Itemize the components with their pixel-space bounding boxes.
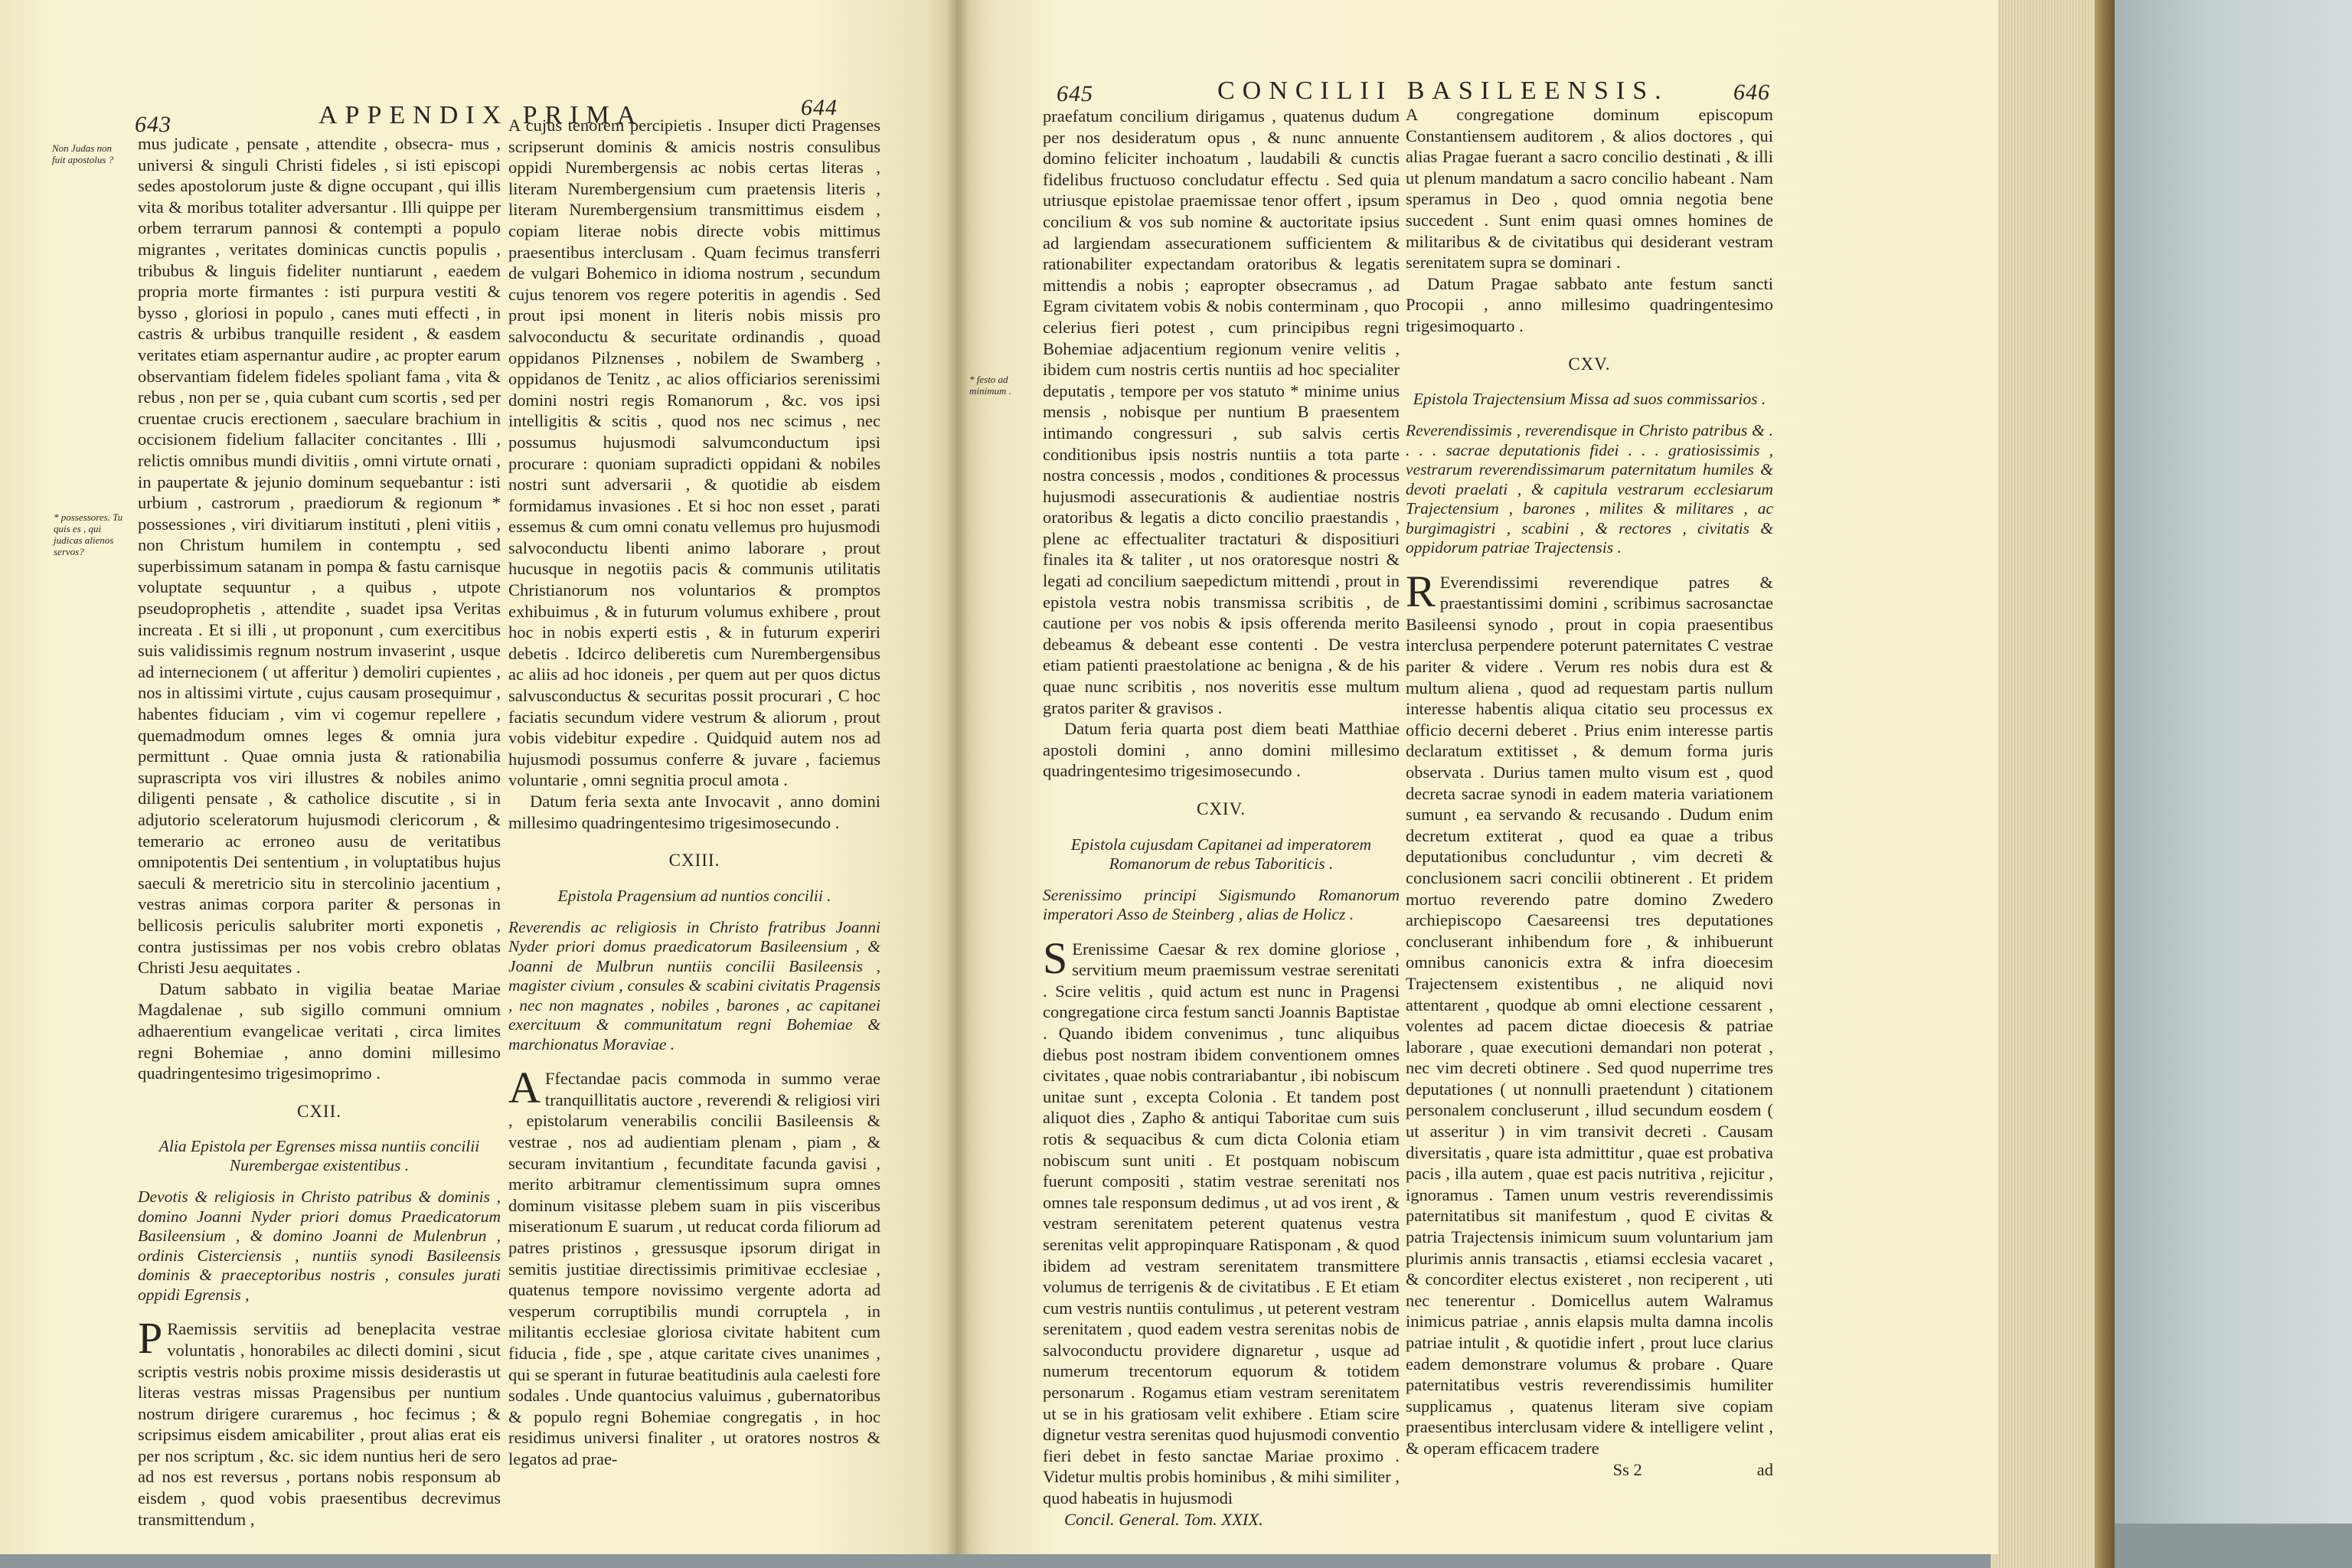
running-head-right: CONCILII BASILEENSIS. xyxy=(1217,77,1669,105)
letter-rubric-cxiv: Epistola cujusdam Capitanei ad imperatorem Romanorum de rebus Taboriticis . xyxy=(1070,835,1372,873)
left-column-2 xyxy=(508,115,880,1470)
paragraph: A congregatione dominum episcopum Constantiensem auditorem , & alios doctores , qui alias Pragae fuerant a sacro concilio destinati , & illi ut plenum mandatum a sacro concilio habeant . Nam speramus in Deo , quod omnia negotia bene succedent . Sunt enim quasi omnes homines de militaribus & de civitatibus qui desiderant vestram serenitatem supra se dominari . xyxy=(1406,105,1773,273)
letter-number-cxiv: CXIV. xyxy=(1196,799,1246,818)
letter-body-cxiii xyxy=(508,1063,880,1469)
page-number-644: 644 xyxy=(801,95,838,120)
drop-cap: A xyxy=(508,1063,541,1113)
letter-rubric-cxiii: Epistola Pragensium ad nuntios concilii . xyxy=(557,886,831,905)
letter-text: Everendissimi reverendique patres & praestantissimi domini , scribimus sacrosanctae Basileensi synodo , prout in copia praesentibus interclusa perpendere poterunt paternitates C vestrae pariter & videre . Verum res nobis dura est & multum aliena , quod ad requestam partis nullum interesse habentis aliqua citatio seu processus ex officio decerni deberet . Prius enim interesse partis declaratum extitisset , & demum forma juris observata . Durius tamen multo visum est , quod decreta sacrae synodi in eadem materia variationem sumunt , ea servando & recusando . Dudum enim decretum extiterat , quod ea quae a tribus deputationibus concluduntur , vim decreti & conclusionem sacri concilii obtinerent . Et pridem mortuo reverendo patre domino Zwedero archiepiscopo Caesareensi tres deputationes concluserant inhibendum fore , & inhibuerunt omnibus canonicis extra & infra dioecesim Trajectensem existentibus , ne aliquid novi attentarent , quodque ab omni electione cessarent , volentes ad pacem dictae dioecesis & patriae laborare , quae executioni demandari non poterat , nec vim decreti obtinere . Sed quod nuperrime tres deputationes ( ut nonnulli praetendunt ) citationem personalem concluserunt , illud secundum eosdem ( ut asseritur ) in vim transivit decreti . Causam diversitatis , quare ista admittitur , quae est probativa pacis , illa autem , quae est pacis nutritiva , rejicitur , ignoramus . Tamen unum vestris reverendissimis paternitatibus sit manifestum , quod E civitas & patria Trajectensis inimicum suum voluntarium jam plurimis annis transactis , etiamsi ecclesia vacaret , & concorditer electus existeret , non reciperent , uti nec tenerentur . Domicellus autem Walramus inimicus patriae , annis elapsis multa damna incolis patriae intulit , & quotidie infert , prout luce clarius eadem demonstrare volumus & probare . Quare paternitatibus vestris reverendissimis humiliter supplicamus , quatenus literam sive copiam praesentibus interclusam videre & intelligere velint , & operam efficacem tradere xyxy=(1406,572,1773,1458)
right-page xyxy=(957,0,1998,1554)
paragraph: mus judicate , pensate , attendite , obsecra- mus , universi & singuli Christi fideles , si isti episcopi sedes apostolorum juste & digne occupant , qui illis vita & moribus totaliter adversantur . Illi quippe per orbem terrarum pannosi & contempti a populo migrantes , veritates dominicas cunctis populis , tribubus & linguis fideliter nuntiarunt , eaedem propria morte firmantes : isti purpura vestiti & bysso , gloriosi in populo , canes muti effecti , in castris & urbibus tranquille resident , & easdem veritates etiam aspernantur audire , ac propter earum observantiam fidelem fideles spoliant fama , vita & rebus , non per se , quia cubant cum scortis , sed per cruentae crucis erectionem , saeculare brachium in occisionem fidelium fallaciter concitantes . Illi , relictis omnibus mundi divitiis , omni virtute ornati , in paupertate & jejunio dominum sequebantur : isti urbium , castrorum , praediorum & regionum * possessiones , viri divitiarum instituti , pleni vitiis , non Christum humilem in contemptu , sed superbissimum satanam in pompa & fastu carnisque voluptate sequuntur , a quibus , utpote pseudoprophetis , attendite , suadet ipsa Veritas increata . Et si illi , ut proponunt , cum exercitibus suis validissimis regnum nostrum invaserint , usque ad internecionem ( ut afferitur ) demoliri cupientes , nos in altissimi virtute , cujus causam prosequimur , habentes fiduciam , vim vi cogemur repellere , quemadmodum omnes leges & omnia jura permittunt . Quae omnia justa & rationabilia suprascripta vos viri illustres & nobiles animo diligenti pensate , & catholice discutite , si in adjutorio sceleratorum hujusmodi clericorum , & temerario ac erroneo ausu de veritatibus omnipotentis Dei sententium , in voluptatibus hujus saeculi & meretricio situ in stercolinio jacentium , vestras animas corpora pariter & personas in bellicosis periculis salubriter morti exponetis , contra justissimas per nos vobis crebro oblatas Christi Jesu aequitates . xyxy=(138,134,501,978)
page-number-646: 646 xyxy=(1733,80,1770,105)
letter-body-cxv xyxy=(1406,566,1773,1459)
book-gutter xyxy=(946,0,969,1554)
letter-address-cxii: Devotis & religiosis in Christo patribus & dominis , domino Joanni Nyder priori domus Praedicatorum Basileensium , & domino Joanni de Mulenbrun , ordinis Cisterciensis , nuntiis synodi Basileensis dominis & praeceptoribus nostris , consules jurati oppidi Egrensis , xyxy=(138,1187,501,1304)
margin-note-judas: Non Judas non fuit apostolus ? xyxy=(52,142,114,165)
paragraph: praefatum concilium dirigamus , quatenus dudum per nos desideratum opus , & nunc annuente domino feliciter inchoatum , laudabili & cunctis fidelibus fructuoso concludatur effectu . Sed quia utriusque epistolae praemissae tenor offert , ipsum concilium & vos sub nomine & auctoritate ipsius ad largiendam assecurationem sufficientem & rationabiliter expectandam oratoribus & legatis mittendis a nobis ; eapropter obsecramus , ad Egram civitatem vobis & nobis conterminam , quo celerius fieri potest , cum principibus regni Bohemiae adjacentium regionum venire velitis , ibidem cum nostris certis nuntiis ad hoc specialiter deputatis , tempore per vos statuto * minime unius mensis , nobisque per nuntium B praesentem intimando congressuri , sub salvis certis conditionibus ipsis nostris nuntiis a tota parte nostra concessis , modos , conditiones & processus hujusmodi assecurationis & audientiae nostris oratoribus & legatis a dicto concilio praestandis , plene ac effectualiter tractaturi & dispositiuri finales ita & taliter , ut nos oratoresque nostri & legati ad concilium saepedictum mittendi , prout in epistola vestra nobis transmissa scribitis , de cautione per vos nobis & ipsis offerenda merito debeamus & debeant esse contenti . De vestra etiam patienti praestolatione ac benigna , & de his quae nunc scribitis , nos noveritis esse multum gratos pariter & gravisos . xyxy=(1043,106,1400,717)
letter-number-cxiii: CXIII. xyxy=(668,851,720,871)
letter-body-cxii xyxy=(138,1313,501,1530)
date-paragraph: Datum Pragae sabbato ante festum sancti Procopii , anno millesimo quadringentesimo trigesimoquarto . xyxy=(1406,273,1773,335)
letter-address-cxiii: Reverendis ac religiosis in Christo fratribus Joanni Nyder priori domus praedicatorum Basileensium , & Joanni de Mulbrun nuntiis concilii Basileensis , magister civium , consules & scabini civitatis Pragensis , nec non magnates , nobiles , barones , ac capitanei exercituum & communitatum regni Bohemiae & marchionatus Moraviae . xyxy=(508,917,880,1054)
margin-note-possessores: * possessores. Tu quis es , qui judicas alienos servos? xyxy=(54,511,123,557)
page-signature-line xyxy=(1406,1459,1773,1481)
letter-address-cxv: Reverendissimis , reverendisque in Christo patribus & . . . . sacrae deputationis fidei . . . gratiosissimis , vestrarum reverendissimarum paternitatum humiles & devoti praelati , & capitula vestrarum ecclesiarum Trajectensium , barones , milites & militares , ac burgimagistri , scabini , & rectores , civitatis & oppidorum patriae Trajectensis . xyxy=(1406,421,1773,557)
margin-note-festo: * festo ad minimum . xyxy=(969,374,1011,397)
left-column-1 xyxy=(138,133,501,1530)
book-cover-edge xyxy=(2095,0,2115,1568)
letter-text: Raemissis servitiis ad beneplacita vestrae voluntatis , honorabiles ac dilecti domini , sicut scriptis vestris nobis proxime missis desiderastis ut literas vestras missas Pragensibus per nuntium nostrum dirigere curaremus , hoc fecimus ; & scripsimus eisdem amicabiliter , prout alias erat eis per nos scriptum , &c. sic idem nuntius heri de sero ad nos est reversus , portans nobis responsum ab eisdem , quod vobis praesentibus decrevimus transmittendum , xyxy=(138,1319,501,1529)
letter-number-cxii: CXII. xyxy=(296,1101,342,1121)
letter-rubric-cxii: Alia Epistola per Egrenses missa nuntiis concilii Nurembergae existentibus . xyxy=(158,1137,480,1175)
signature-mark: Ss 2 xyxy=(1612,1459,1642,1479)
letter-number-cxv: CXV. xyxy=(1568,354,1611,374)
date-paragraph: Datum feria quarta post diem beati Matthiae apostoli domini , anno domini millesimo quadringentesimo trigesimosecundo . xyxy=(1043,719,1400,781)
letter-address-cxiv: Serenissimo principi Sigismundo Romanorum imperatori Asso de Steinberg , alias de Holicz . xyxy=(1043,885,1400,924)
letter-rubric-cxv: Epistola Trajectensium Missa ad suos commissarios . xyxy=(1413,390,1766,409)
right-column-1 xyxy=(1043,106,1400,1530)
date-paragraph: Datum sabbato in vigilia beatae Mariae Magdalenae , sub sigillo communi omnium adhaerentium evangelicae veritati , circa limites regni Bohemiae , anno domini millesimo quadringentesimo trigesimoprimo . xyxy=(138,978,501,1083)
drop-cap: P xyxy=(138,1313,163,1364)
left-page xyxy=(0,0,957,1554)
letter-text: Erenissime Caesar & rex domine gloriose , servitium meum praemissum vestrae serenitati . Scire velitis , quid actum est nunc in Pragensi congregatione circa festum sancti Joannis Baptistae . Quando ibidem convenimus , tunc aliquibus diebus post nostram ibidem conventionem omnes civitates , quae nobis contrariabantur , ibi nobiscum unitae sunt , excepta Colonia . Et tandem post aliquot dies , Zapho & antiqui Taboritae cum suis rotis & sequacibus & cum dicta Colonia etiam nobiscum sunt uniti . Et postquam nobiscum fuerunt compositi , statim vestrae serenitati nos omnes tale responsum dedimus , ut ad vos irent , & vestram serenitatem peterent quatenus vestra serenitas velit appropinquare Ratisponam , & quod ibidem ad vestram serenitatem transmittere volumus de terrigenis & de civitatibus . E Et etiam cum vestris nuntiis contulimus , ut peterent vestram serenitatem , quod eadem vestra serenitas nobis de salvoconductu providere dignaretur , usque ad numerum trecentorum equorum & totidem personarum . Rogamus etiam vestram serenitatem ut se in his gratiosam velit exhibere . Etiam scire dignetur vestra serenitas quod hujusmodi conventio fieri debet in festo sanctae Mariae proximo . Videtur multis probis hominibus , & mihi similiter , quod habeatis in hujusmodi xyxy=(1043,939,1400,1508)
letter-body-cxiv xyxy=(1043,933,1400,1509)
letter-text: Ffectandae pacis commoda in summo verae tranquillitatis auctore , reverendi & religiosi viri , epistolarum venerabilis concilii Basileensis & vestrae , nos ad audientiam plenam , piam , & securam invitantium , fecunditate facunda gavisi , merito arbitramur clementissimum supra omnes dominum visitasse plebem suam in piis visceribus miserationum E suarum , ut reducat corda filiorum ad patres pristinos , gressusque ipsorum dirigat in semitis justitiae directissimis primitivae ecclesiae , quatenus tempore novissimo vergente adorta ad vesperum corruptibilis mundi corruptela , in militantis ecclesiae gloriosa civitate habitent cum fiducia , fide , spe , atque caritate cives unanimes , qui se sperant in futurae beatitudinis aula caelesti fore sodales . Unde quantocius valuimus , gubernatoribus & populo regni Bohemiae congregatis , in hoc residimus universi finaliter , ut oratores nostros & legatos ad prae- xyxy=(508,1069,880,1468)
catchword: ad xyxy=(1756,1459,1773,1479)
page-number-645: 645 xyxy=(1057,81,1093,106)
running-head-left: APPENDIX PRIMA xyxy=(318,101,644,129)
right-column-2 xyxy=(1406,104,1773,1480)
drop-cap: R xyxy=(1406,566,1436,616)
page-number-643: 643 xyxy=(135,112,172,137)
volume-footer: Concil. General. Tom. XXIX. xyxy=(1064,1509,1263,1529)
background-right xyxy=(2113,0,2352,1568)
paragraph: A cujus tenorem percipietis . Insuper dicti Pragenses scripserunt dominis & amicis nostris consulibus oppidi Nurembergensis ac nobis certas literas , literam Nurembergensium cum praetensis literis , literam Nurembergensium transmittimus eisdem , copiam literae nobis directe vobis mittimus praesentibus interclusam . Quam fecimus transferri de vulgari Bohemico in idioma nostrum , secundum cujus tenorem vos regere poteritis in agendis . Sed prout ipsi monent in literis nobis missis pro salvoconductu & securitate ordinandis , quoad oppidanos Pilznenses , nobilem de Swamberg , oppidanos de Tenitz , ac alios officiarios serenissimi domini nostri regis Romanorum , &c. vos ipsi intelligitis & scitis , quod nos nec scimus , nec possumus hujusmodi salvumconductum ipsi procurare : quoniam supradicti oppidani & nobiles nostri sunt adversarii , & quotidie ab eisdem formidamus invasiones . Et si hoc non esset , parati essemus & cum omni conatu vellemus pro hujusmodi salvoconductu libenti animo laborare , prout hucusque in negotiis pacis & communis utilitatis Christianorum nos voluntarios & promptos exhibuimus , & in futurum volumus exhibere , prout hoc in nobis experti estis , & in futurum experiri debetis . Idcirco deliberetis cum Nurembergensibus ac aliis ad hoc idoneis , per quem aut per quos dictus salvusconductus & securitas possit procurari , C hoc faciatis secundum videre vestrum & aliorum , prout vobis videbitur expedire . Quidquid autem nos ad hujusmodi possumus conferre & juvare , faciemus voluntarie , omni segnitia procul amota . xyxy=(508,116,880,790)
date-paragraph: Datum feria sexta ante Invocavit , anno domini millesimo quadringentesimo trigesimosecundo . xyxy=(508,792,880,832)
drop-cap: S xyxy=(1043,933,1068,983)
